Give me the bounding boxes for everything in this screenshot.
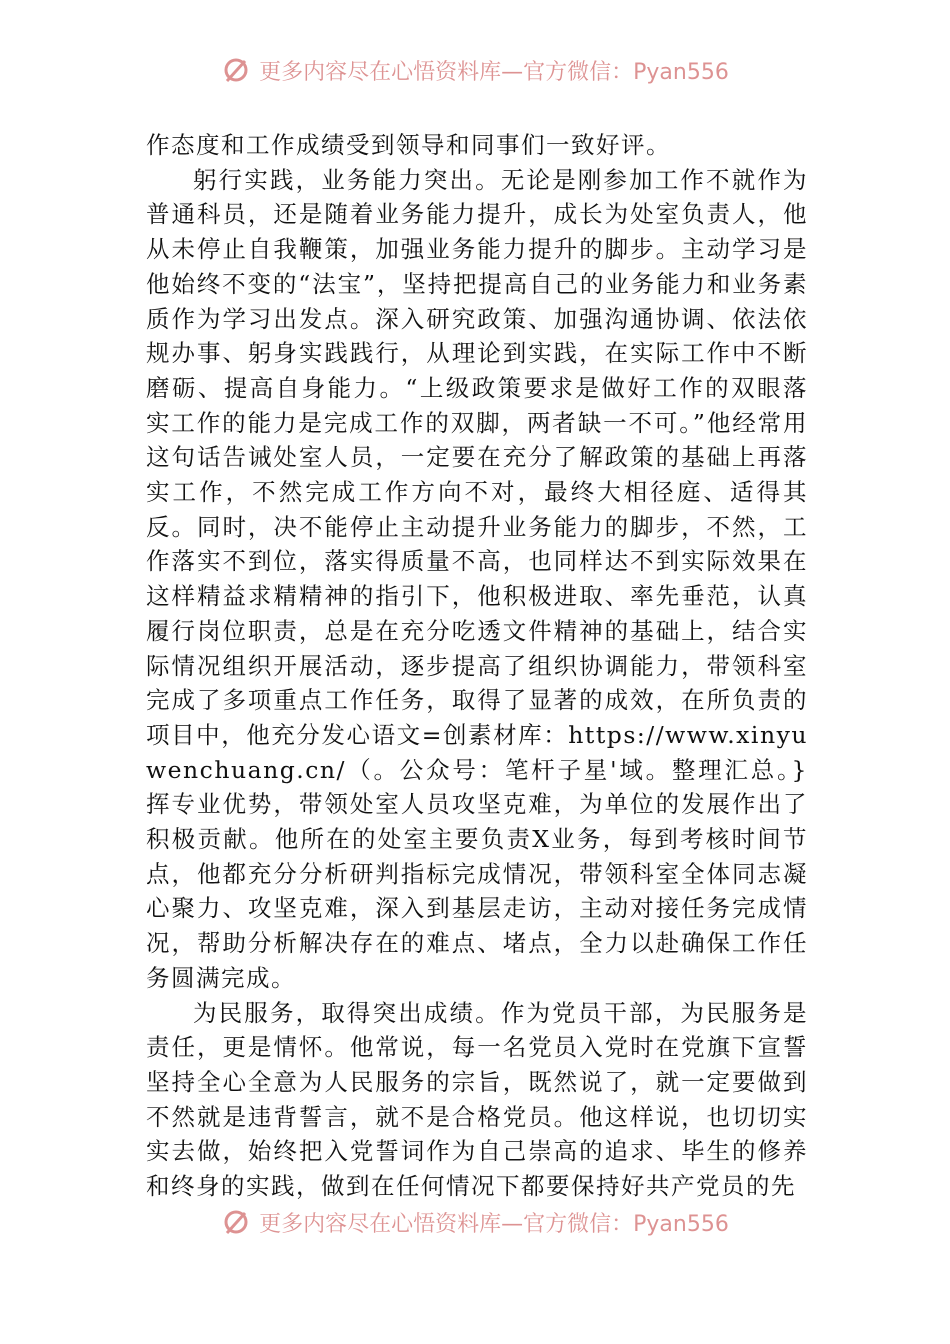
header-watermark: [0, 52, 950, 88]
paragraph-2: 躬行实践，业务能力突出。无论是刚参加工作不就作为普通科员，还是随着业务能力提升，成长为处室负责人，他从未停止自我鞭策，加强业务能力提升的脚步。主动学习是他始终不变的“法宝”，坚持把提高自己的业务能力和业务素质作为学习出发点。深入研究政策、加强沟通协调、依法依规办事、躬身实践践行，从理论到实践，在实际工作中不断磨砺、提高自身能力。“上级政策要求是做好工作的双眼落实工作的能力是完成工作的双脚，两者缺一不可。”他经常用这句话告诫处室人员，一定要在充分了解政策的基础上再落实工作，不然完成工作方向不对，最终大相径庭、适得其反。同时，决不能停止主动提升业务能力的脚步，不然，工作落实不到位，落实得质量不高，也同样达不到实际效果在这样精益求精精神的指引下，他积极进取、率先垂范，认真履行岗位职责，总是在充分吃透文件精神的基础上，结合实际情况组织开展活动，逐步提高了组织协调能力，带领科室完成了多项重点工作任务，取得了显著的成效，在所负责的项目中，他充分发心语文=创素材库：https://www.xinyuwenchuang.cn/（。公众号：笔杆子星'域。整理汇总。}挥专业优势，带领处室人员攻坚克难，为单位的发展作出了积极贡献。他所在的处室主要负责X业务，每到考核时间节点，他都充分分析研判指标完成情况，带领科室全体同志凝心聚力、攻坚克难，深入到基层走访，主动对接任务完成情况，帮助分析解决存在的难点、堵点，全力以赴确保工作任务圆满完成。: [146, 165, 808, 992]
brand-logo-icon: [221, 55, 251, 85]
paragraph-3: 为民服务，取得突出成绩。作为党员干部，为民服务是责任，更是情怀。他常说，每一名党员入党时在党旗下宣誓坚持全心全意为人民服务的宗旨，既然说了，就一定要做到不然就是违背誓言，就不是合格党员。他这样说，也切切实实去做，始终把入党誓词作为自己崇高的追求、毕生的修养和终身的实践，做到在任何情况下都要保持好共产党员的先: [146, 998, 808, 1201]
footer-watermark: [0, 1204, 950, 1240]
paragraph-1: 作态度和工作成绩受到领导和同事们一致好评。: [146, 131, 671, 159]
watermark-text: 更多内容尽在心悟资料库—官方微信：Pyan556: [259, 1211, 729, 1237]
watermark-text: 更多内容尽在心悟资料库—官方微信：Pyan556: [259, 59, 729, 85]
brand-logo-icon: [221, 1207, 251, 1237]
document-body: [146, 128, 808, 1204]
